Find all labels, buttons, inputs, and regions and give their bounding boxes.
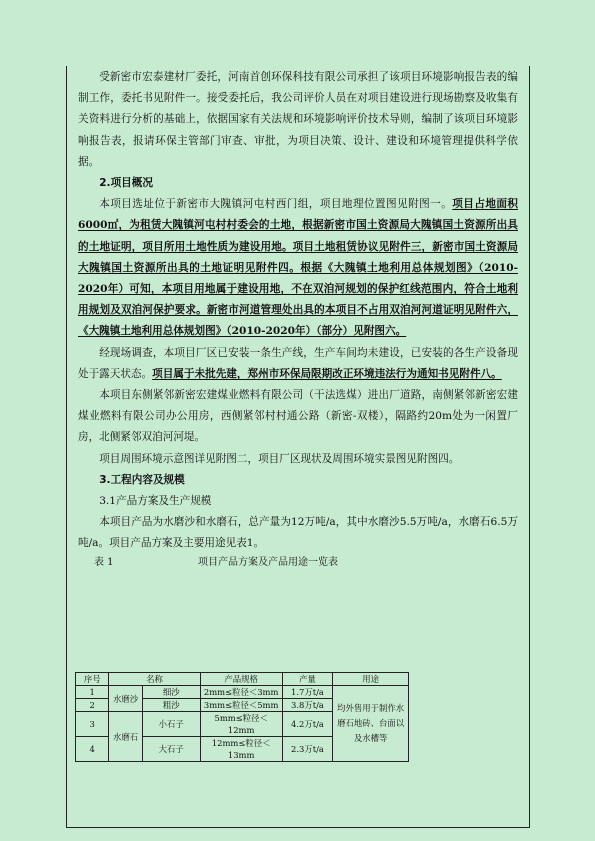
paragraph-figures: 项目周围环境示意图详见附图二，项目厂区现状及周围环境实景图见附图四。	[99, 452, 460, 465]
header-name: 名称	[109, 673, 200, 686]
cell-group: 水磨石	[109, 712, 142, 762]
cell-output: 3.8万t/a	[282, 699, 333, 712]
cell-no: 1	[76, 686, 109, 699]
cell-sub: 粗沙	[142, 699, 200, 712]
cell-sub: 小石子	[142, 712, 200, 737]
cell-spec: 12mm≤粒径＜13mm	[200, 737, 282, 762]
cell-no: 2	[76, 699, 109, 712]
cell-spec: 2mm≤粒径＜3mm	[200, 686, 282, 699]
cell-no: 4	[76, 737, 109, 762]
paragraph-products: 本项目产品为水磨沙和水磨石，总产量为12万吨/a，其中水磨沙5.5万吨/a，水磨石6.5万吨/a。项目产品方案及主要用途见表1。	[78, 516, 518, 550]
cell-no: 3	[76, 712, 109, 737]
section-3-title: 3.工程内容及规模	[99, 473, 185, 486]
site-text: 本项目选址位于新密市大隗镇河屯村西门组，项目地理位置图见附图一。	[99, 198, 453, 211]
cell-spec: 5mm≤粒径＜12mm	[200, 712, 282, 737]
cell-group: 水磨沙	[109, 686, 142, 712]
table-caption-row	[78, 555, 518, 571]
cell-spec: 3mm≤粒径＜5mm	[200, 699, 282, 712]
table-header-row	[76, 673, 409, 686]
cell-sub: 细沙	[142, 686, 200, 699]
table-caption: 项目产品方案及产品用途一览表	[198, 556, 338, 568]
paragraph-survey	[78, 343, 518, 385]
table-row	[76, 686, 409, 699]
document-body	[78, 67, 518, 571]
cell-usage: 均外售用于制作水磨石地砖、台面以及水槽等	[333, 686, 409, 762]
table-number: 表 1	[94, 556, 114, 568]
paragraph-surroundings: 本项目东侧紧邻新密宏建煤业燃料有限公司（干法选煤）进出厂道路，南侧紧邻新密宏建煤业燃料有限公司办公用房，西侧紧邻村村通公路（新密-双楼），隔路约20m处为一闲置厂房，北侧紧邻双洎河河堤。	[78, 389, 518, 444]
paragraph-site	[78, 194, 518, 342]
site-land-text: 项目占地面积6000㎡，为租赁大隗镇河屯村村委会的土地，根据新密市国土资源局大隗镇国土资源所出具的土地证明，项目所用土地性质为建设用地。项目土地租赁协议见附件三，新密市国土资源局大隗镇国土资源所出具的土地证明见附件四。根据《大隗镇土地利用总体规划图》（2010-2020年）可知，本项目用地属于建设用地，不在双洎河规划的保护红线范围内，符合土地利用规划及双洎河保护要求。新密市河道管理处出具的本项目不占用双洎河河道证明见附件六，《大隗镇土地利用总体规划图》（2010-2020年）（部分）见附图六。	[78, 198, 519, 338]
survey-violation-text: 项目属于未批先建，郑州市环保局限期改正环境违法行为通知书见附件八。	[152, 367, 502, 380]
header-spec: 产品规格	[200, 673, 282, 686]
cell-output: 4.2万t/a	[282, 712, 333, 737]
product-table	[75, 672, 409, 762]
cell-output: 2.3万t/a	[282, 737, 333, 762]
header-no: 序号	[76, 673, 109, 686]
paragraph-intro: 受新密市宏泰建材厂委托，河南首创环保科技有限公司承担了该项目环境影响报告表的编制工作，委托书见附件一。接受委托后，我公司评价人员在对项目建设进行现场勘察及收集有关资料进行分析的基础上，依据国家有关法规和环境影响评价技术导则，编制了该项目环境影响报告表，报请环保主管部门审查、审批，为项目决策、设计、建设和环境管理提供科学依据。	[78, 71, 518, 168]
section-3-1-title: 3.1产品方案及生产规模	[99, 495, 212, 508]
header-output: 产量	[282, 673, 333, 686]
cell-sub: 大石子	[142, 737, 200, 762]
survey-text: 经现场调查，本项目厂区已安装一条生产线，生产车间均未建设，已安装的各生产设备现处于露天状态。	[78, 346, 518, 380]
section-2-title: 2.项目概况	[99, 177, 153, 190]
header-usage: 用途	[333, 673, 409, 686]
cell-output: 1.7万t/a	[282, 686, 333, 699]
